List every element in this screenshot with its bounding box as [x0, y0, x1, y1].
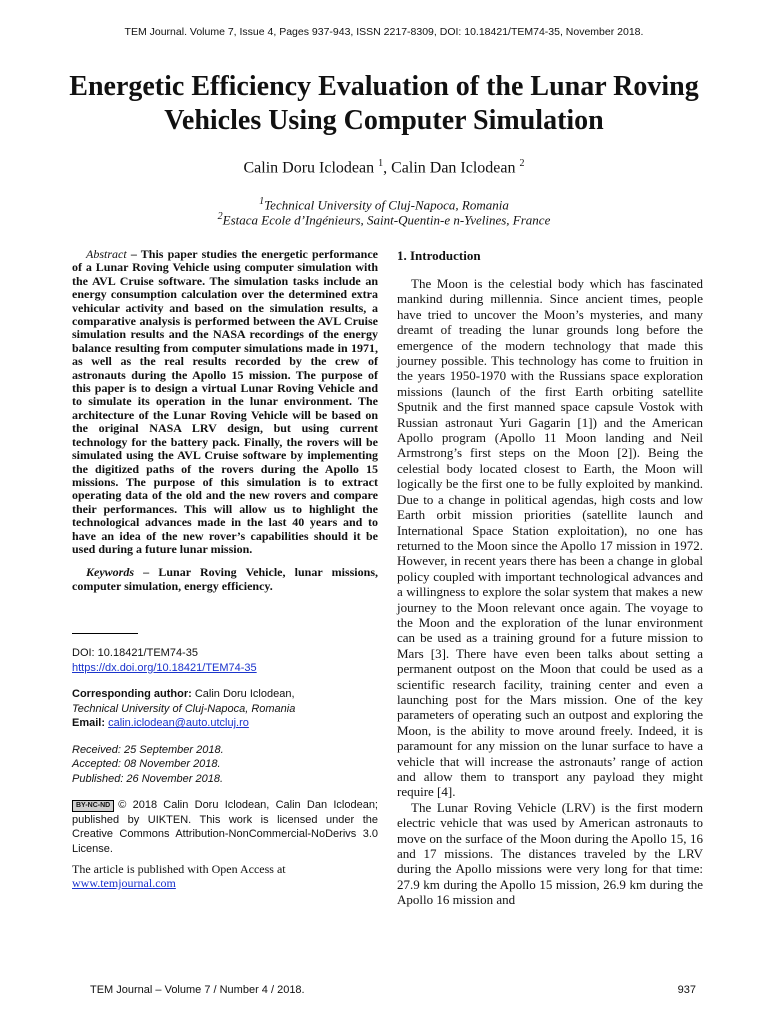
- corresponding-author-label: Corresponding author:: [72, 688, 192, 701]
- license-text: © 2018 Calin Doru Iclodean, Calin Dan Iclodean; published by UIKTEN. This work is licensed under the Creative Commons Attribution-NonCommercial-NoDerivs 3.0 License.: [72, 799, 378, 855]
- intro-paragraph-1: The Moon is the celestial body which has fascinated mankind during millennia. Since ancient times, people have tried to uncover the Moon’s mysteries, and many dreamt of treading the lunar grounds long before the emergence of the modern technology that made this journey possible. This technology has come to fruition in the years 1950-1970 with the Russians space exploration missions (launch of the first Earth orbiting satellite Sputnik and the first manned space capsule Vostok with Russian astronaut Yuri Gagarin [1]) and the American Apollo program (Apollo 11 Moon landing and Neil Armstrong’s first steps on the Moon [2]). Being the celestial body located closest to Earth, the Moon will logically be the first one to be fully exploited by mankind. Due to a change in political agendas, high costs and low Earth orbit mission priorities (satellite launch and International Space Station exploitation), no one has returned to the Moon since the Apollo 17 mission in 1972. However, in recent years there has been a change in global policy coupled with important technological advances and a willingness to explore the solar system that makes a new journey to the Moon relevant once again. The voyage to the Moon and the exploration of the lunar environment can be used as a training ground for a future mission to Mars [3]. There have even been talks about setting a permanent outpost on the Moon that could be used as a scientific research facility, training center and even a launching post for the Mars mission. One of the key parameters of operating such an outpost and exploring the Moon, is the ability to move around freely. Indeed, it is paramount for any mission on the lunar surface to have a vehicle that will increase the astronauts’ range of action and allow them to transport any payload they might require [4].: [397, 276, 703, 800]
- journal-link[interactable]: www.temjournal.com: [72, 876, 176, 891]
- abstract: [72, 248, 378, 556]
- affiliation-2-mark: 2: [217, 211, 223, 222]
- doi-block: [72, 646, 378, 675]
- email-link[interactable]: calin.iclodean@auto.utcluj.ro: [108, 717, 249, 730]
- open-access-text: The article is published with Open Access at: [72, 862, 286, 877]
- intro-paragraph-2: The Lunar Roving Vehicle (LRV) is the first modern electric vehicle that was used by American astronauts to move on the surface of the Moon during the Apollo 15, 16 and 17 missions. The distances traveled by the LRV during the Apollo missions were very long for that time: 27.9 km during the Apollo 15 mission, 26.9 km during the Apollo 16 mission and: [397, 799, 703, 908]
- right-column: [397, 248, 703, 908]
- cc-license-badge: BY-NC-ND: [72, 800, 114, 812]
- running-footer: TEM Journal – Volume 7 / Number 4 / 2018.: [90, 984, 305, 996]
- license-block: [72, 798, 378, 856]
- footnote-divider: [72, 633, 138, 634]
- keywords: [72, 566, 378, 593]
- doi-label: DOI: 10.18421/TEM74-35: [72, 647, 198, 660]
- keywords-label: Keywords: [86, 565, 134, 580]
- author-1-mark: 1: [378, 158, 384, 169]
- keywords-text: – Lunar Roving Vehicle, lunar missions, computer simulation, energy efficiency.: [72, 565, 378, 593]
- affiliation-2: [0, 211, 768, 228]
- accepted-date: Accepted: 08 November 2018.: [72, 758, 221, 771]
- open-access-block: [72, 862, 378, 890]
- doi-link[interactable]: https://dx.doi.org/10.18421/TEM74-35: [72, 661, 257, 674]
- dates-block: [72, 743, 378, 787]
- received-date: Received: 25 September 2018.: [72, 743, 224, 756]
- affiliation-2-text: Estaca Ecole d’Ingénieurs, Saint-Quentin-e n-Yvelines, France: [222, 212, 551, 228]
- affiliation-1-mark: 1: [259, 196, 265, 207]
- corresponding-author-block: [72, 687, 378, 731]
- running-header: TEM Journal. Volume 7, Issue 4, Pages 937-943, ISSN 2217-8309, DOI: 10.18421/TEM74-35, November 2018.: [124, 26, 644, 38]
- affiliation-1-text: Technical University of Cluj-Napoca, Romania: [264, 197, 509, 213]
- corresponding-author-name: Calin Doru Iclodean,: [191, 688, 295, 701]
- left-column: [72, 248, 378, 902]
- author-2-name: Calin Dan Iclodean: [391, 159, 516, 177]
- author-2-mark: 2: [519, 158, 525, 169]
- published-date: Published: 26 November 2018.: [72, 772, 224, 785]
- page-number: 937: [677, 984, 696, 996]
- author-line: Calin Doru Iclodean $^1$, Calin Dan Iclodean $^2$: [243, 158, 525, 177]
- paper-title: Energetic Efficiency Evaluation of the Lunar Roving Vehicles Using Computer Simulation: [69, 71, 699, 136]
- abstract-label: Abstract: [86, 247, 127, 261]
- author-1-name: Calin Doru Iclodean: [243, 159, 375, 177]
- section-heading-introduction: 1. Introduction: [397, 248, 481, 263]
- corresponding-author-affiliation: Technical University of Cluj-Napoca, Romania: [72, 702, 296, 715]
- email-label: Email:: [72, 717, 106, 730]
- abstract-text: – This paper studies the energetic performance of a Lunar Roving Vehicle using computer simulation with the AVL Cruise software. The simulation tasks include an energy consumption calculation over the determined extra vehicular activity and based on the simulation results, a comparative analysis is performed between the AVL Cruise simulation results and the NASA recordings of the energy balance resulting from computer simulations made in 1971, as well as the real results recorded by the crew of astronauts during the Apollo 15 mission. The purpose of this paper is to design a virtual Lunar Roving Vehicle and to simulate its operation in the lunar environment. The architecture of the Lunar Roving Vehicle will be based on the original NASA LRV design, but using current technology for the battery pack. Finally, the rovers will be simulated using the AVL Cruise software by implementing the digitized paths of the rovers during the Apollo 15 missions. The purpose of this simulation is to extract operating data of the old and the new rovers and compare their performances. This will allow us to highlight the technological advances made in the last 40 years and to have an idea of the new rover’s capabilities should it be used during a future lunar mission.: [72, 247, 378, 556]
